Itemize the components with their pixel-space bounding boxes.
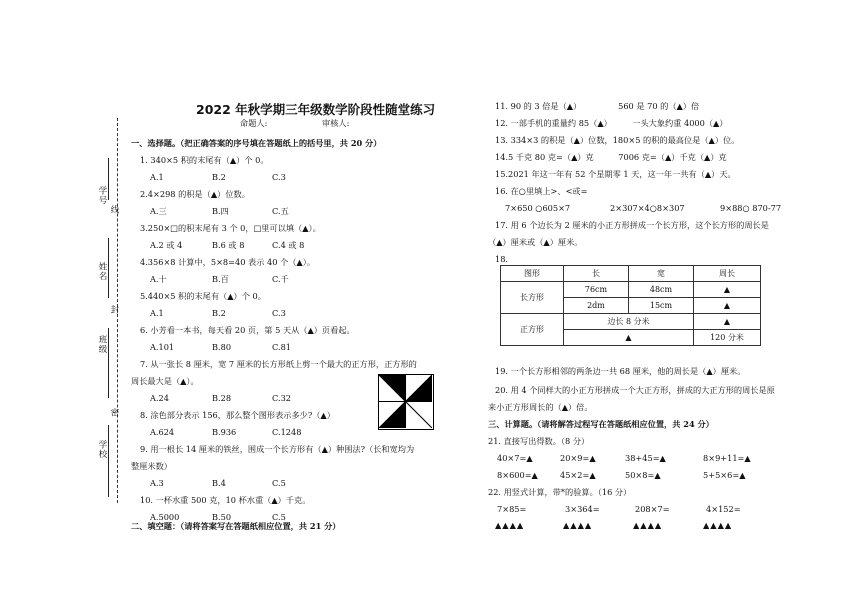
q4-option-a: A.十	[150, 274, 167, 284]
q2-option-b: B.四	[212, 206, 229, 216]
table-cell-rectangle: 长方形	[501, 282, 564, 314]
q1-option-b: B.2	[212, 172, 226, 182]
table-cell: 15cm	[629, 298, 694, 314]
q4-option-c: C.千	[272, 274, 289, 284]
shaded-square-figure	[378, 374, 434, 430]
q22-item: 4×152=	[706, 504, 741, 514]
table-cell-square: 正方形	[501, 314, 564, 346]
question-12: 12. 一部手机的重量约 85（▲） 一头大象约重 4000（▲）	[495, 118, 728, 128]
q9-option-b: B.4	[212, 478, 226, 488]
table-header-row	[501, 266, 761, 282]
table-row	[501, 282, 761, 298]
page-title: 2022 年秋学期三年级数学阶段性随堂练习	[196, 102, 436, 117]
question-21: 21. 直接写出得数。（8 分）	[488, 436, 590, 446]
question-20-line-1: 20. 用 4 个同样大的小正方形拼成一个大正方形，拼成的大正方形的周长是原	[495, 385, 775, 395]
question-13: 13. 334×3 的积是（▲）位数，180×5 的积的最高位是（▲）位。	[495, 135, 740, 145]
q3-option-b: B.6 或 8	[212, 240, 245, 250]
section-1-heading: 一、选择题。（把正确答案的序号填在答题纸上的括号里，共 20 分）	[131, 138, 382, 148]
reviewer-label: 审核人:	[322, 118, 350, 128]
margin-label-class: 班级	[97, 335, 107, 354]
school-fill-line	[108, 425, 109, 497]
table-cell: 48cm	[629, 282, 694, 298]
question-11: 11. 90 的 3 倍是（▲） 560 是 70 的（▲）倍	[495, 101, 700, 111]
q2-option-a: A.三	[150, 206, 167, 216]
q9-option-a: A.3	[150, 478, 164, 488]
question-19: 19. 一个长方形相邻的两条边一共 68 厘米，他的周长是（▲）厘米。	[495, 366, 746, 376]
shaded-square-svg	[379, 375, 432, 428]
table-header-width: 宽	[629, 266, 694, 282]
student-number-fill-line	[108, 158, 109, 200]
q4-option-b: B.百	[212, 274, 229, 284]
q1-option-a: A.1	[150, 172, 164, 182]
q7-option-c: C.32	[272, 393, 291, 403]
q22-answer-placeholder: ▲▲▲▲	[495, 520, 525, 530]
q8-option-a: A.624	[150, 427, 175, 437]
q10-option-c: C.5	[272, 512, 286, 522]
q5-option-c: C.3	[272, 308, 286, 318]
margin-label-school: 学校	[97, 440, 107, 459]
q21-item: 8×600=▲	[497, 470, 538, 480]
question-17-line-2: （▲）厘米或（▲）厘米。	[488, 237, 583, 247]
q8-option-b: B.936	[212, 427, 237, 437]
question-16: 16. 在○里填上>、<或=	[495, 186, 588, 196]
q9-option-c: C.5	[272, 478, 286, 488]
q21-item: 8×9+11=▲	[703, 453, 751, 463]
q7-option-a: A.24	[150, 393, 169, 403]
table-cell: ▲	[694, 282, 761, 298]
q21-item: 20×9=▲	[560, 453, 596, 463]
class-fill-line	[108, 328, 109, 398]
shape-perimeter-table	[500, 265, 761, 346]
q2-option-c: C.五	[272, 206, 289, 216]
table-cell: 2dm	[564, 298, 629, 314]
question-3: 3.250×□的积末尾有 3 个 0，□里可以填（▲）。	[140, 223, 321, 233]
section-3-heading: 三、计算题。（请将解答过程写在答题纸相应位置，共 24 分）	[488, 419, 714, 429]
q21-item: 5+5×6=▲	[703, 470, 746, 480]
table-header-shape: 图形	[501, 266, 564, 282]
question-8: 8. 涂色部分表示 156，那么整个图形表示多少?（▲）	[140, 410, 335, 420]
question-20-line-2: 来小正方形周长的（▲）倍。	[488, 402, 593, 412]
q3-option-a: A.2 或 4	[150, 240, 183, 250]
q5-option-a: A.1	[150, 308, 164, 318]
q21-item: 45×2=▲	[560, 470, 596, 480]
question-6: 6. 小芳看一本书，每天看 20 页，第 5 天从（▲）页看起。	[140, 325, 355, 335]
table-cell: ▲	[564, 330, 694, 346]
question-4: 4.356×8 计算中，5×8=40 表示 40 个（▲）。	[140, 257, 315, 267]
margin-label-student-number: 学号	[97, 186, 107, 205]
q6-option-b: B.80	[212, 342, 232, 352]
q21-item: 40×7=▲	[497, 453, 533, 463]
author-label: 命题人:	[240, 118, 268, 128]
q21-item: 50×8=▲	[625, 470, 661, 480]
q10-option-b: B.50	[212, 512, 232, 522]
table-header-perimeter: 周长	[694, 266, 761, 282]
q16-item-2: 2×307×4○8×307	[610, 203, 685, 213]
q16-item-1: 7×650 ○605×7	[505, 203, 571, 213]
name-fill-line	[108, 238, 109, 298]
q6-option-a: A.101	[150, 342, 175, 352]
q22-item: 7×85=	[497, 504, 527, 514]
q6-option-c: C.81	[272, 342, 291, 352]
q21-item: 38+45=▲	[625, 453, 666, 463]
q16-item-3: 9×88○ 870-77	[720, 203, 782, 213]
q3-option-c: C.4 或 8	[272, 240, 305, 250]
table-cell: 76cm	[564, 282, 629, 298]
question-14: 14.5 千克 80 克=（▲）克 7006 克=（▲）千克（▲）克	[495, 152, 727, 162]
question-10: 10. 一杯水重 500 克，10 杯水重（▲）千克。	[140, 495, 311, 505]
q8-option-c: C.1248	[272, 427, 302, 437]
q22-item: 208×7=	[635, 504, 670, 514]
question-15: 15.2021 年这一年有 52 个星期零 1 天，这一年一共有（▲）天。	[495, 169, 736, 179]
table-cell: 边长 8 分米	[564, 314, 694, 330]
margin-label-name: 姓名	[97, 262, 107, 281]
question-7-line-1: 7. 从一张长 8 厘米，宽 7 厘米的长方形纸上剪一个最大的正方形，正方形的	[140, 359, 417, 369]
question-5: 5.440×5 积的末尾有（▲）个 0。	[140, 291, 266, 301]
q10-option-a: A.5000	[150, 512, 180, 522]
section-2-heading: 二、填空题：（请将答案写在答题纸相应位置，共 21 分）	[131, 521, 341, 531]
question-2: 2.4×298 的积是（▲）位数。	[140, 189, 250, 199]
q5-option-b: B.2	[212, 308, 226, 318]
table-cell: ▲	[694, 298, 761, 314]
margin-label-line: 线	[109, 205, 119, 215]
question-9-line-1: 9. 用一根长 14 厘米的铁丝，围成一个长方形有（▲）种围法?（长和宽均为	[140, 444, 415, 454]
question-9-line-2: 整厘米数）	[131, 461, 172, 471]
margin-label-secret: 密	[109, 408, 119, 418]
table-header-length: 长	[564, 266, 629, 282]
table-row	[501, 314, 761, 330]
q1-option-c: C.3	[272, 172, 286, 182]
table-cell: ▲	[694, 314, 761, 330]
margin-label-seal: 封	[109, 305, 119, 315]
q22-answer-placeholder: ▲▲▲▲	[633, 520, 663, 530]
question-22: 22. 用竖式计算，带*的验算。（16 分）	[488, 487, 632, 497]
question-17-line-1: 17. 用 6 个边长为 2 厘米的小正方形拼成一个长方形，这个长方形的周长是	[495, 220, 769, 230]
question-1: 1. 340×5 积的末尾有（▲）个 0。	[140, 155, 269, 165]
question-7-line-2: 周长最大是（▲）。	[131, 376, 199, 386]
q22-answer-placeholder: ▲▲▲▲	[563, 520, 593, 530]
question-18: 18.	[495, 254, 509, 264]
q7-option-b: B.28	[212, 393, 232, 403]
q22-answer-placeholder: ▲▲▲▲	[703, 520, 733, 530]
q22-item: 3×364=	[565, 504, 600, 514]
table-cell: 120 分米	[694, 330, 761, 346]
